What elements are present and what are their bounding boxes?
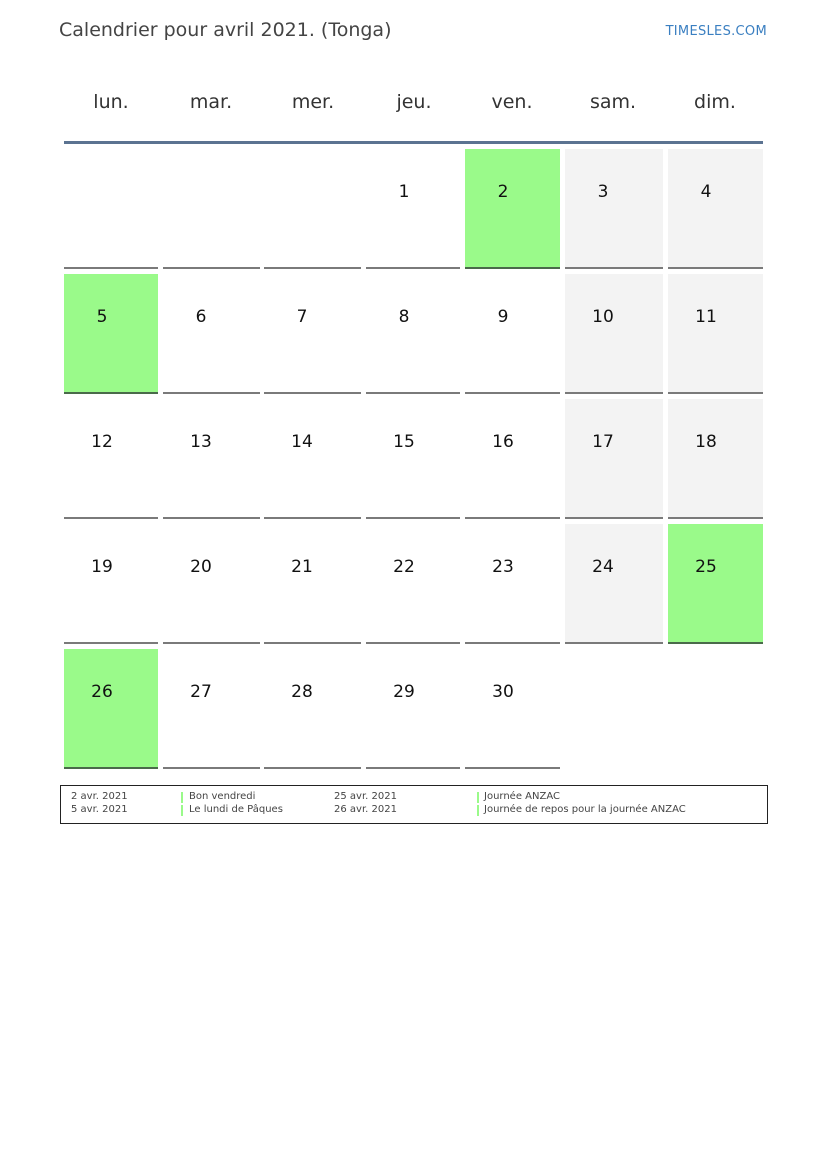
legend-holiday-name: Journée de repos pour la journée ANZAC xyxy=(484,804,686,815)
day-number: 12 xyxy=(91,432,113,452)
day-cell-29[interactable] xyxy=(366,649,460,769)
day-number: 21 xyxy=(291,557,313,577)
weekday-label: sam. xyxy=(589,91,637,113)
header-rule xyxy=(64,141,763,144)
day-cell-23[interactable] xyxy=(465,524,560,644)
day-cell-17[interactable] xyxy=(565,399,663,519)
day-number: 15 xyxy=(393,432,415,452)
day-cell-9[interactable] xyxy=(465,274,560,394)
page-title: Calendrier pour avril 2021. (Tonga) xyxy=(59,19,392,41)
legend-holiday-name: Journée ANZAC xyxy=(484,791,560,802)
day-number: 18 xyxy=(695,432,717,452)
day-number: 26 xyxy=(91,682,113,702)
holiday-legend xyxy=(60,785,768,824)
day-cell-empty xyxy=(64,149,158,269)
day-cell-13[interactable] xyxy=(163,399,260,519)
day-number: 13 xyxy=(190,432,212,452)
day-cell-8[interactable] xyxy=(366,274,460,394)
legend-date: 5 avr. 2021 xyxy=(71,804,128,815)
day-number: 8 xyxy=(398,307,410,327)
day-cell-28[interactable] xyxy=(264,649,361,769)
legend-color-marker xyxy=(477,805,479,816)
day-cell-27[interactable] xyxy=(163,649,260,769)
legend-date: 26 avr. 2021 xyxy=(334,804,397,815)
legend-holiday-name: Le lundi de Pâques xyxy=(189,804,283,815)
day-number: 28 xyxy=(291,682,313,702)
weekday-label: mer. xyxy=(291,91,335,113)
day-number: 2 xyxy=(497,182,509,202)
day-number: 27 xyxy=(190,682,212,702)
brand-link[interactable]: TIMESLES.COM xyxy=(665,24,767,39)
legend-holiday-name: Bon vendredi xyxy=(189,791,256,802)
day-number: 23 xyxy=(492,557,514,577)
day-cell-14[interactable] xyxy=(264,399,361,519)
day-cell-12[interactable] xyxy=(64,399,158,519)
day-cell-15[interactable] xyxy=(366,399,460,519)
weekday-label: ven. xyxy=(491,91,533,113)
day-number: 6 xyxy=(195,307,207,327)
day-number: 10 xyxy=(592,307,614,327)
day-number: 24 xyxy=(592,557,614,577)
day-number: 3 xyxy=(597,182,609,202)
day-cell-empty xyxy=(163,149,260,269)
legend-date: 25 avr. 2021 xyxy=(334,791,397,802)
day-number: 17 xyxy=(592,432,614,452)
day-cell-3[interactable] xyxy=(565,149,663,269)
day-cell-1[interactable] xyxy=(366,149,460,269)
day-cell-5[interactable] xyxy=(64,274,158,394)
day-cell-2[interactable] xyxy=(465,149,560,269)
day-number: 14 xyxy=(291,432,313,452)
day-cell-21[interactable] xyxy=(264,524,361,644)
day-cell-empty xyxy=(668,649,763,769)
day-cell-6[interactable] xyxy=(163,274,260,394)
day-number: 22 xyxy=(393,557,415,577)
day-cell-10[interactable] xyxy=(565,274,663,394)
weekday-label: mar. xyxy=(189,91,233,113)
legend-date: 2 avr. 2021 xyxy=(71,791,128,802)
day-cell-16[interactable] xyxy=(465,399,560,519)
day-cell-18[interactable] xyxy=(668,399,763,519)
day-cell-empty xyxy=(565,649,663,769)
weekday-label: lun. xyxy=(93,91,129,113)
legend-color-marker xyxy=(181,792,183,803)
day-cell-20[interactable] xyxy=(163,524,260,644)
day-number: 19 xyxy=(91,557,113,577)
day-cell-24[interactable] xyxy=(565,524,663,644)
day-cell-19[interactable] xyxy=(64,524,158,644)
day-number: 7 xyxy=(296,307,308,327)
day-number: 20 xyxy=(190,557,212,577)
day-number: 11 xyxy=(695,307,717,327)
day-cell-30[interactable] xyxy=(465,649,560,769)
day-number: 4 xyxy=(700,182,712,202)
weekday-label: jeu. xyxy=(396,91,432,113)
day-cell-26[interactable] xyxy=(64,649,158,769)
day-number: 30 xyxy=(492,682,514,702)
day-cell-7[interactable] xyxy=(264,274,361,394)
day-number: 9 xyxy=(497,307,509,327)
day-number: 16 xyxy=(492,432,514,452)
day-number: 25 xyxy=(695,557,717,577)
day-cell-22[interactable] xyxy=(366,524,460,644)
legend-color-marker xyxy=(181,805,183,816)
day-cell-4[interactable] xyxy=(668,149,763,269)
day-cell-11[interactable] xyxy=(668,274,763,394)
day-number: 1 xyxy=(398,182,410,202)
day-number: 5 xyxy=(96,307,108,327)
weekday-label: dim. xyxy=(694,91,736,113)
legend-color-marker xyxy=(477,792,479,803)
day-cell-empty xyxy=(264,149,361,269)
day-cell-25[interactable] xyxy=(668,524,763,644)
day-number: 29 xyxy=(393,682,415,702)
